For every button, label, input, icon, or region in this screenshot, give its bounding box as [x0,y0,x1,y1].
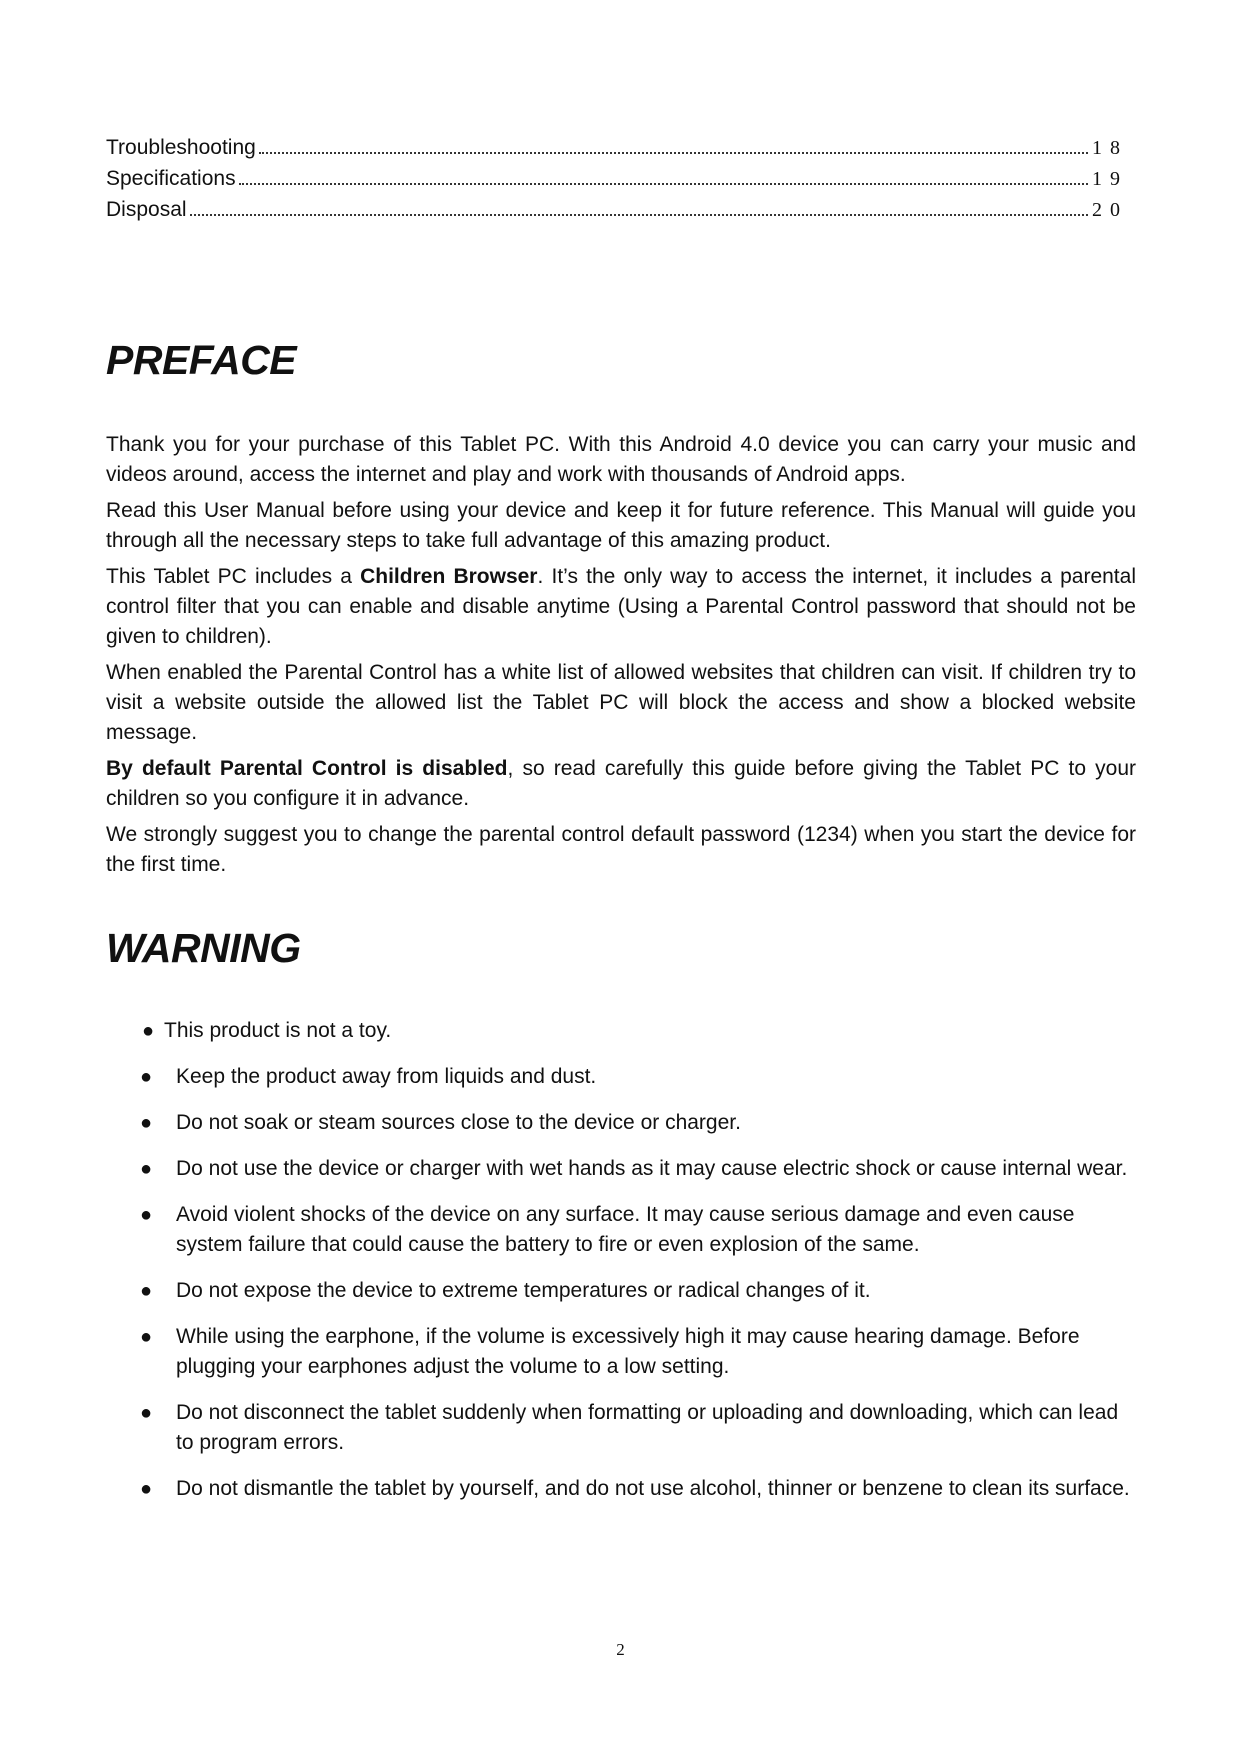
list-item [134,1062,1134,1092]
warning-list [134,1016,1134,1520]
toc-entry-label: Disposal [106,198,187,221]
preface-paragraph-1: Thank you for your purchase of this Tablet PC. With this Android 4.0 device you can carry your music and videos around, access the internet and play and work with thousands of Android apps. [106,433,1136,486]
toc-entry-label: Troubleshooting [106,136,256,159]
preface-paragraph-3-start: This Tablet PC includes a [106,565,361,588]
preface-paragraph-6: We strongly suggest you to change the parental control default password (1234) when you start the device for the first time. [106,823,1136,876]
page-number: 2 [616,1640,625,1659]
toc-leader-dots [190,213,1088,216]
bullet-icon: ● [142,1020,155,1042]
preface-paragraph-4: When enabled the Parental Control has a white list of allowed websites that children can visit. If children try to visit a website outside the allowed list the Tablet PC will block the access and show a blocked website message. [106,661,1136,744]
warning-item-text: Do not expose the device to extreme temperatures or radical changes of it. [176,1279,871,1302]
bullet-icon: ● [140,1158,153,1180]
toc-leader-dots [259,151,1088,154]
warning-item-text: This product is not a toy. [164,1019,392,1042]
toc-entry-page: 18 [1092,137,1128,159]
bullet-icon: ● [140,1402,153,1424]
bullet-icon: ● [140,1204,153,1226]
parental-control-default-emphasis: By default Parental Control is disabled [106,757,508,780]
toc-entry-specifications[interactable] [106,167,1136,198]
list-item [134,1322,1134,1382]
warning-heading: WARNING [106,925,301,971]
bullet-icon: ● [140,1066,153,1088]
warning-item-text: While using the earphone, if the volume is excessively high it may cause hearing damage. Before plugging your earphones adjust the volume to a low setting. [176,1325,1080,1378]
children-browser-emphasis: Children Browser [360,565,538,588]
preface-body [106,430,1136,886]
toc-entry-page: 19 [1092,168,1128,190]
list-item [134,1398,1134,1458]
bullet-icon: ● [140,1280,153,1302]
warning-item-text: Avoid violent shocks of the device on any surface. It may cause serious damage and even cause system failure that could cause the battery to fire or even explosion of the same. [176,1203,1075,1256]
warning-item-text: Do not soak or steam sources close to the device or charger. [176,1111,741,1134]
list-item [134,1474,1134,1504]
preface-paragraph-5-end: , so read carefully this guide before giving the Tablet PC to your children so you configure it in advance. [106,757,1137,810]
toc-entry-page: 20 [1092,199,1128,221]
preface-paragraph-2: Read this User Manual before using your device and keep it for future reference. This Manual will guide you through all the necessary steps to take full advantage of this amazing product. [106,499,1136,552]
preface-paragraph-3 [106,562,1136,652]
warning-item-text: Do not dismantle the tablet by yourself, and do not use alcohol, thinner or benzene to clean its surface. [176,1477,1130,1500]
warning-item-text: Do not use the device or charger with wet hands as it may cause electric shock or cause internal wear. [176,1157,1128,1180]
toc-entry-label: Specifications [106,167,236,190]
toc-entry-troubleshooting[interactable] [106,136,1136,167]
table-of-contents [106,136,1136,229]
bullet-icon: ● [140,1478,153,1500]
toc-leader-dots [239,182,1088,185]
bullet-icon: ● [140,1112,153,1134]
warning-item-text: Keep the product away from liquids and dust. [176,1065,597,1088]
list-item [134,1154,1134,1184]
list-item [134,1108,1134,1138]
list-item [134,1276,1134,1306]
toc-entry-disposal[interactable] [106,198,1136,229]
preface-heading: PREFACE [106,337,297,383]
preface-paragraph-3-end: . It’s the only way to access the internet, it includes a parental control filter that you can enable and disable anytime (Using a Parental Control password that should not be given to children). [106,565,1136,648]
preface-paragraph-5 [106,754,1136,814]
list-item [134,1016,1134,1046]
warning-item-text: Do not disconnect the tablet suddenly when formatting or uploading and downloading, which can lead to program errors. [176,1401,1119,1454]
bullet-icon: ● [140,1326,153,1348]
list-item [134,1200,1134,1260]
